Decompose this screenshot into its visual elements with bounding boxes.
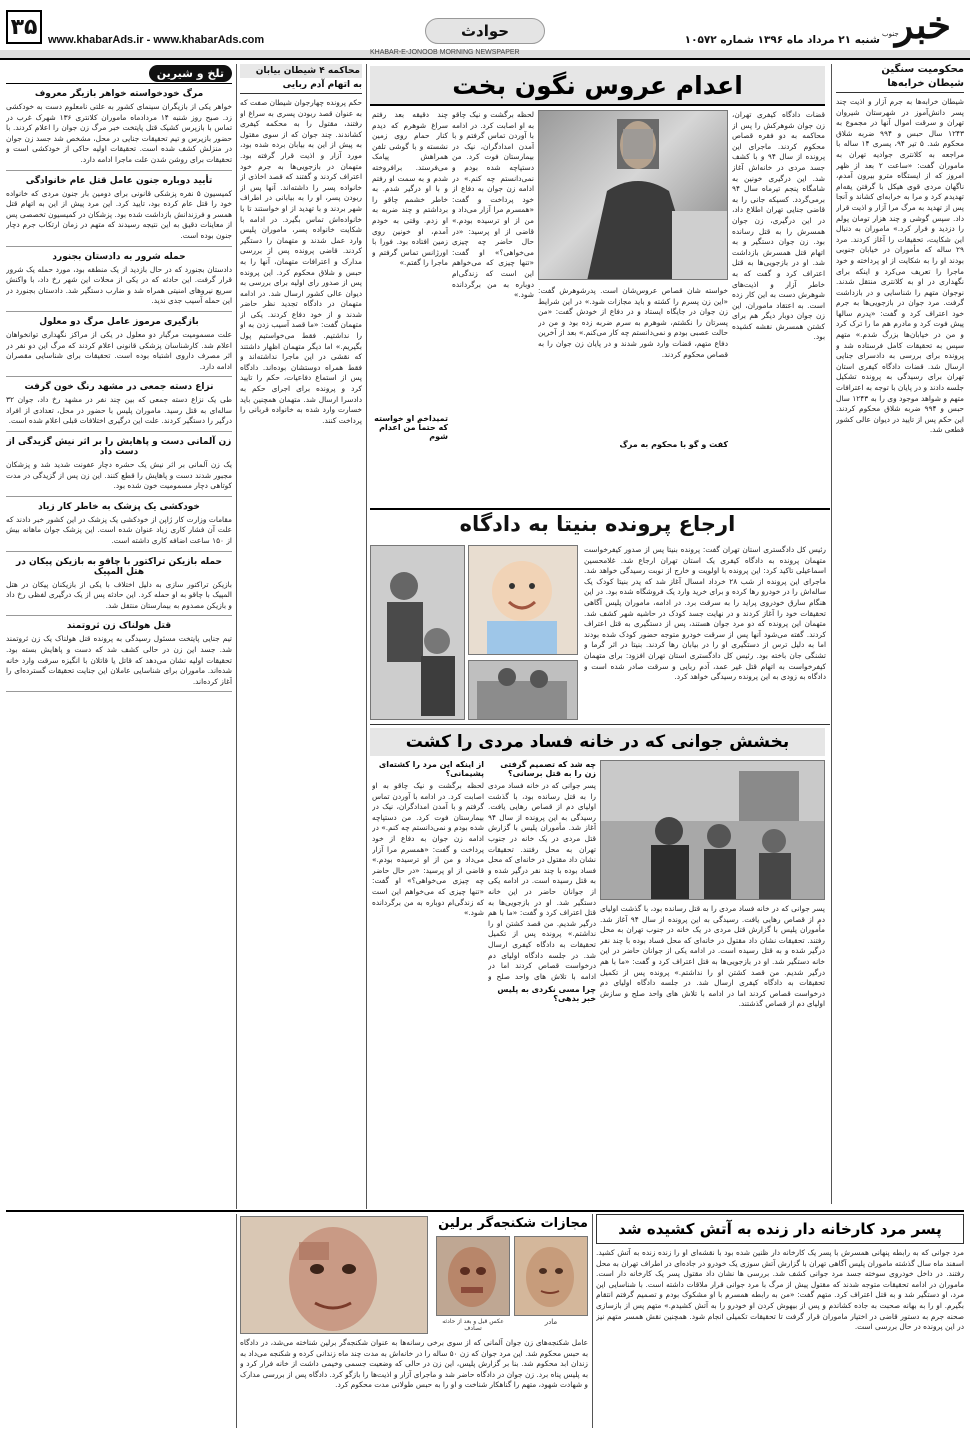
left-item-body: خواهر یکی از بازیگران سینمای کشور به علتی نامعلوم دست به خودکشی زد. صبح روز شنبه ۱۴ مردادماه ماموران کلانتری ۱۳۶ شهرک غرب در تماس با بازپرس کشیک قتل پایتخت خبر مرگ زن جوان را اعلام کردند. با حضور بازپرس و تیم تحقیقات جنایی در محل، مشخص شد جسد زن جوان در منزلش کشف شده است. تحقیقات اولیه حاکی از خودکشی است و تحقیقات برای روشن شدن علت ماجرا ادامه دارد. xyxy=(6,102,232,171)
forgiveness-subhead1: چه شد که تصمیم گرفتی زن را به قتل برسانی؟ xyxy=(500,760,596,778)
forgiveness-photo xyxy=(600,760,825,900)
column-rule xyxy=(236,64,237,1209)
burn-headline-box xyxy=(596,1214,964,1244)
main-story-col3 xyxy=(452,110,534,505)
logo-sub: جنوب xyxy=(882,30,899,38)
main-story-subhead2: تمیداخم او خواسته که حتماً من اعدام شوم xyxy=(374,414,448,441)
website[interactable]: www.khabarAds.ir - www.khabarAds.com xyxy=(48,34,265,46)
berlin-photo-3 xyxy=(240,1216,428,1334)
victim-face-image xyxy=(514,1237,587,1316)
baby-story-rule xyxy=(370,724,830,725)
column-rule xyxy=(236,1214,237,1428)
court-photo xyxy=(468,660,578,720)
section-title: حوادث xyxy=(460,22,510,40)
main-story-col1-text: قضات دادگاه کیفری تهران، زن جوان شوهرکش را پس از محاکمه به دو فقره قصاص محکوم کردند. ماجرای این پرونده از سال ۹۴ و با کشف جسد مردی در خانه‌اش آغاز شد. این درگیری خونین به شامگاه پنجم تیرماه سال ۹۴ برمی‌گردد. کسیکه جانی را به قاضی جنایی تهران اطلاع داد، در این درگیری، زن جوان همسرش را به قتل رسانده بود. زن جوان دستگیر و به اتهام قتل همسرش بازداشت شد. او در بازجویی‌ها به قتل اعتراف کرد و گفت که به خاطر آزار و اذیت‌های شوهرش دست به این کار زده است. به اعتقاد ماموران، این زن جوان دوبار دیگر هم برای کشتن همسرش نقشه کشیده بود. xyxy=(732,110,825,342)
forgiveness-subhead2: از اینکه این مرد را کشته‌ای پشیمانی؟ xyxy=(378,760,484,778)
court-image xyxy=(468,661,577,720)
main-story-col2-text: خواسته شان قصاص عروس‌شان است. پدرشوهرش گفت: «این زن پسرم را کشته و باید مجازات شود.» در این شرایط زن جوان در جایگاه ایستاد و در دفاع از خودش گفت: «من پسرتان را نکشتم، شوهرم به سرم ضربه زده بود و من در حالت عصبی بودم و نمی‌دانستم چه کار می‌کنم.» بعد از آخرین دفاع متهم، قضات وارد شور شدند و در پایان زن جوان را به قصاص محکوم کردند. xyxy=(538,286,728,359)
left-item-body: بازیکن تراکتور سازی به دلیل اختلاف با یکی از بازیکنان پیکان در هتل المپیک با چاقو به او حمله کرد. این حادثه پس از یک درگیری لفظی رخ داد و بازیکن مصدوم به بیمارستان منتقل شد. xyxy=(6,580,232,617)
left-item-headline: خودکشی یک پزشک به خاطر کار زیاد xyxy=(38,501,200,512)
left-item-headline: تأیید دوباره جنون عامل قتل عام خانوادگی xyxy=(25,175,213,186)
baby-story-text: رئیس کل دادگستری استان تهران گفت: پرونده بنیتا پس از صدور کیفرخواست متهمان پرونده به دادگاه کیفری یک استان تهران ارجاع شد. غلامحسین اسماعیلی تاکید کرد: این پرونده با اولویت و خارج از نوبت رسیدگی خواهد شد. ماجرای این پرونده از شب ۲۸ خرداد امسال آغاز شد که پدر بنیتا کودک یک ساله‌اش را در خودرو رها کرده و برای خرید وارد یک فروشگاه شده بود. در این هنگام سارق خودروی پراید را به سرقت برد. در ادامه، ماموران پلیس آگاهی تحقیقات خود را آغاز کردند و در نهایت جسد کودک در حاشیه شهر کشف شد. متهمان این پرونده که دو مرد جوان هستند، پس از دستگیری به قتل اعتراف کردند. گفته می‌شود آنها پس از سرقت خودرو متوجه حضور کودک شده بودند اما به دلیل ترس از دستگیری او را در بیابان رها کردند. بنیتا در اثر گرما و تشنگی جان باخته بود. رئیس کل دادگستری استان تهران افزود: برای متهمان کیفرخواست به اتهام قتل غیر عمد، آدم ربایی و سرقت صادر شده است و دادگاه به زودی به این پرونده رسیدگی خواهد کرد. xyxy=(584,545,826,682)
left-item-headline: حمله بازیکن تراکتور با چاقو به بازیکن پیکان در هتل المپیک xyxy=(16,556,222,577)
left-column xyxy=(6,64,232,1209)
baby-story-body xyxy=(584,545,826,720)
middle-body: حکم پرونده چهارجوان شیطان صفت که به عنوان قصد ربودن پسری به سراغ او رفتند، مقتول را به محکمه کیفری کشاندند. چند جوان که از سوی مقتول به پیش از این به بیابان برده شده بود، مورد آزار و اذیت قرار گرفته بود. متهمان در بازجویی‌ها به جرم خود اعتراف کردند و گفتند که قصد اخاذی از خانواده پسر را داشته‌اند. آنها پس از ربودن پسر، او را به بیابانی در اطراف شهر بردند و با تهدید از او خواستند تا با خانواده‌اش تماس بگیرد. در ادامه با شکایت خانواده پسر، ماموران پلیس وارد عمل شدند و متهمان را دستگیر کردند. قاضی پرونده پس از بررسی مدارک و اعترافات متهمان، آنها را به حبس و شلاق محکوم کرد. این پرونده پس از صدور رای اولیه برای بررسی به دیوان عالی کشور ارسال شد. در ادامه متهمان در دادگاه تجدید نظر حاضر شدند و از خود دفاع کردند. یکی از متهمان گفت: «ما قصد آسیب زدن به او را نداشتیم. فقط می‌خواستیم پول بگیریم.» اما دیگر متهمان اظهار داشتند که نقشی در این ماجرا نداشته‌اند و فقط همراه دوستشان بوده‌اند. دادگاه پس از استماع دفاعیات، حکم را تایید کرد و پرونده برای اجرای حکم به دادسرا ارسال شد. متهمان همچنین باید خسارت وارد شده به خانواده قربانی را پرداخت کنند. xyxy=(240,98,362,425)
page-number: ۳۵ xyxy=(10,14,38,40)
left-item-body: طی یک نزاع دسته جمعی که بین چند نفر در مشهد رخ داد، جوان ۳۲ ساله‌ای به قتل رسید. ماموران پلیس با حضور در محل، تعدادی از افراد درگیر را دستگیر کردند. علت این درگیری اختلافات قبلی اعلام شده است. xyxy=(6,395,232,432)
right-column xyxy=(836,64,964,1206)
forgiveness-text-2: پسر جوانی که در خانه فساد مردی را به قتل رسانده بود، با گذشت اولیای دم از قصاص رهایی یافت. رسیدگی به این پرونده از سال ۹۴ آغاز شد. مأموران پلیس با گزارش قتل مردی در یک خانه در جنوب تهران به محل رفتند. تحقیقات نشان داد مقتول در خانه‌ای که محل فساد بوده با چند نفر درگیر شده و به قتل رسیده است. در ادامه یکی از جوانان حاضر در این خانه دستگیر شد. او در بازجویی‌ها به قتل اعتراف کرد و گفت: «ما با هم درگیر شدیم. من قصد کشتن او را نداشتم.» پرونده پس از تکمیل تحقیقات به دادگاه کیفری ارسال شد. در جلسه دادگاه اولیای دم درخواست قصاص کردند اما در ادامه با تلاش های واحد صلح و xyxy=(488,781,596,981)
main-story-col2 xyxy=(538,286,728,505)
left-item-body: علت مسمومیت مرگبار دو معلول در یکی از مراکز نگهداری توانخواهان اعلام شد. کارشناسان پزشکی قانونی اعلام کردند که مرگ این دو نفر در اثر مصرف داروی اشتباه بوده است. تحقیقات برای شناسایی مقصران ادامه دارد. xyxy=(6,330,232,377)
woman-portrait-image xyxy=(538,111,727,280)
date-line: شنبه ۲۱ مرداد ماه ۱۳۹۶ شماره ۱۰۵۷۲ xyxy=(684,34,880,46)
main-story-rule xyxy=(370,508,830,510)
main-headline: اعدام عروس نگون بخت xyxy=(452,70,743,100)
section-title-box xyxy=(425,18,545,44)
right-body: شیطان خرابه‌ها به جرم آزار و اذیت چند پسر دانش‌آموز در شهرستان شیروان تهران و سرقت اموال آنها در مجموع به ۱۲۴۳ سال حبس و ۹۹۴ ضربه شلاق محکوم شد. ۵ تیر ۹۴، پسری ۱۴ ساله با مراجعه به کلانتری جوادیه تهران به ماموران گفت: «ساعت ۲ بعد از ظهر امروز که از ایستگاه مترو بیرون آمدم، ناگهان مردی قوی هیکل با گرفتن یقه‌ام تهدیدم کرد و مرا به خرابه‌ای کشاند و آنجا پس از تهدید به مرگ مرا آزار و اذیت قرار داد. سپس گوشی و چند هزار تومان پولم را دزدید و فرار کرد.» ماموران به دنبال این شکایت، تحقیقات را آغاز کردند. مرد ۲۹ ساله که مأموران در خیابان جنوبی بودند او را به شکایت از او پرداخته و خود ماجرا را تعریف می‌کرد و اینکه برای نگهداری در او به کلانتری منتقل شدند. نوجوان متهم را شناسایی و در بازداشت گرفت. مرد جوان در بازجویی‌ها به جرم خود اعتراف کرد و گفت: «پدرم سالها پیش فوت کرد و مادرم هم ما را ترک کرد و من در خیابان‌ها بزرگ شدم.» متهم سپس به تحقیقات کامل فرستاده شد و پرونده برای بررسی به دادسرای جنایی ارسال شد. قضات دادگاه کیفری استان تهران برای رسیدگی به پرونده تشکیل جلسه دادند و در پایان با توجه به اعترافات متهم و شواهد موجود وی را به ۱۲۴۳ سال حبس و ۹۹۴ ضربه شلاق محکوم کردند. این حکم پس از تایید در دیوان عالی کشور قطعی شد. xyxy=(836,97,964,435)
masthead xyxy=(0,0,970,58)
main-headline-box xyxy=(370,66,825,106)
left-item-headline: مرگ خودخواسته خواهر بازیگر معروف xyxy=(34,89,204,99)
suspects-photo xyxy=(370,545,465,720)
burned-face-image xyxy=(240,1217,427,1334)
forgiveness-headline: بخشش جوانی که در خانه فساد مردی را کشت xyxy=(405,732,790,752)
left-item-headline: نزاع دسته جمعی در مشهد رنگ خون گرفت xyxy=(24,382,214,393)
forgiveness-col3 xyxy=(372,760,484,1208)
english-bar xyxy=(0,50,970,58)
main-story-col4 xyxy=(372,110,448,505)
left-item-headline: زن آلمانی دست و پاهایش را بر اثر نیش گزیدگی از دست داد xyxy=(6,437,232,458)
left-column-items xyxy=(6,89,232,692)
berlin-caption-2: عکس قبل و بعد از حادثه تصادف xyxy=(442,1318,504,1332)
page-number-box xyxy=(6,10,42,44)
berlin-photo-1 xyxy=(514,1236,588,1316)
left-item-body: مقامات وزارت کار ژاپن از خودکشی یک پزشک در این کشور خبر دادند که علت آن فشار کاری زیاد عنوان شده است. این پزشک جوان ماهانه بیش از ۱۵۰ ساعت اضافه کاری داشته است. xyxy=(6,515,232,552)
left-item-body: یک زن آلمانی بر اثر نیش یک حشره دچار عفونت شدید شد و پزشکان مجبور شدند دست و پاهایش را قطع کنند. این زن پس از گزیدگی در مدت کوتاهی دچار مسمومیت خون شده بود. xyxy=(6,460,232,497)
middle-column xyxy=(240,64,362,1209)
middle-kicker: محاکمه ۴ شیطان بیابان xyxy=(240,64,362,78)
victim-after-image xyxy=(436,1237,509,1316)
berlin-headline: مجازات شکنجه‌گر برلین xyxy=(438,1216,588,1231)
masthead-rule xyxy=(0,58,970,60)
left-item-body: دادستان بجنورد که در حال بازدید از یک منطقه بود، مورد حمله یک شرور قرار گرفت. این حادثه که در یکی از محلات این شهر رخ داد، با واکنش سریع نیروهای امنیتی همراه شد و ضارب دستگیر شد. دادستان بجنورد در این حمله آسیب جدی ندید. xyxy=(6,265,232,312)
forgiveness-text: پسر جوانی که در خانه فساد مردی را به قتل رسانده بود، با گذشت اولیای دم از قصاص رهایی یافت. رسیدگی به این پرونده از سال ۹۴ آغاز شد. مأموران پلیس با گزارش قتل مردی در یک خانه در جنوب تهران به محل رفتند. تحقیقات نشان داد مقتول در خانه‌ای که محل فساد بوده با چند نفر درگیر شده و به قتل رسیده است. در ادامه یکی از جوانان حاضر در این خانه دستگیر شد. او در بازجویی‌ها به قتل اعتراف کرد و گفت: «ما با هم درگیر شدیم. من قصد کشتن او را نداشتم.» پرونده پس از تکمیل تحقیقات به دادگاه کیفری ارسال شد. در جلسه دادگاه اولیای دم درخواست قصاص کردند اما در ادامه با تلاش های واحد صلح و سازش اولیای دم از قصاص گذشتند. xyxy=(600,904,825,1009)
main-story-col1 xyxy=(732,110,825,505)
column-rule xyxy=(592,1214,593,1428)
burn-body: مرد جوانی که به رابطه پنهانی همسرش با پسر یک کارخانه دار ظنین شده بود با نقشه‌ای او را زنده زنده به آتش کشید. اسفند ماه سال گذشته ماموران پلیس آگاهی تهران با گزارش آتش سوزی یک خودرو در جاده‌ای در اطراف تهران به محل رفتند. در داخل خودروی سوخته جسد مرد جوانی کشف شد. بررسی ها نشان داد مقتول پسر یک کارخانه دار است. ماموران در ادامه تحقیقات متوجه شدند که مقتول پیش از مرگ با مرد جوانی قرار ملاقات داشته است. با شناسایی این مرد، او دستگیر شد و به قتل اعتراف کرد. متهم گفت: «من به رابطه همسرم با او مشکوک بودم و تصمیم گرفتم انتقام بگیرم. او را به بهانه صحبت به جاده کشاندم و پس از بیهوش کردن او خودرو را به آتش کشیدم.» متهم پس از بازسازی صحنه جرم به دستور قاضی در اختیار ماموران قرار گرفت تا تحقیقات تکمیلی انجام شود. همچنین نقش همسر متهم نیز در این پرونده در حال بررسی است. xyxy=(596,1248,964,1332)
column-rule xyxy=(831,64,832,1204)
suspects-image xyxy=(370,546,464,720)
left-item-body: کمیسیون ۵ نفره پزشکی قانونی برای دومین بار جنون مردی که خانواده خود را قتل عام کرده بود، تایید کرد. این مرد پیش از این به اتهام قتل همسر و فرزندانش بازداشت شده بود. پزشکان در کمیسیون تخصصی پس از معاینات دقیق به این نتیجه رسیدند که متهم در زمان ارتکاب جرم دچار جنون بوده است. xyxy=(6,189,232,247)
burn-story xyxy=(596,1214,964,1428)
logo-text: خبر xyxy=(895,2,951,47)
left-column-title: تلخ و شیرین xyxy=(149,65,232,82)
main-story-col3-text: لحظه برگشت و نیک چاقو به او اصابت کرد. در ادامه با آوردن تماس گرفتم و با آمدن امدادگران، نیک در بیمارستان فوت کرد. من دستپاچه شده بودم و نمی‌دانستم چه کنم.» در ادامه زن جوان به دفاع از خود پرداخت و گفت: «همسرم مرا آزار می‌داد و من از او ترسیده بودم.» قاضی از او پرسید: «در حال حاضر چه چیزی می‌خواهی؟» او گفت: «تنها چیزی که می‌خواهم این است که زندگی‌ام دوباره به من برگردانده شود.» xyxy=(452,110,534,300)
left-item-headline: حمله شرور به دادستان بجنورد xyxy=(52,251,186,262)
baby-headline: ارجاع پرونده بنیتا به دادگاه xyxy=(459,512,736,536)
forgiveness-headline-box xyxy=(370,728,825,756)
main-story-col4-text: چند دقیقه بعد رفتم سراغ شوهرم که دیدم کنار حمام روی زمین نشسته و با گوشی تلفن همراهش پیامک می‌فرستد. برافروخته شدم و به سمت او رفتم و با او درگیر شدم. به خاطر خشمم چاقو را برداشتم و چند ضربه به او زدم. وقتی به خودم آمدم، او خونین روی زمین افتاده بود. فورا با اورژانس تماس گرفتم و ماجرا را گفتم.» xyxy=(372,110,448,268)
baby-image xyxy=(468,546,577,655)
column-rule xyxy=(366,64,367,1209)
forgiveness-col2 xyxy=(488,760,596,1208)
forgiveness-subhead3: چرا مسی نکردی به پلیس خبر بدهی؟ xyxy=(497,985,596,1003)
logo xyxy=(880,0,966,52)
left-item-headline: بازگیری مرموز عامل مرگ دو معلول xyxy=(39,316,199,327)
berlin-caption-1: مادر xyxy=(544,1318,558,1326)
courtroom-image xyxy=(600,761,824,900)
bottom-rule xyxy=(6,1210,964,1212)
right-title: شیطان خرابه‌ها xyxy=(836,78,964,93)
baby-photo xyxy=(468,545,578,655)
right-kicker: محکومیت سنگین xyxy=(881,64,964,75)
forgiveness-col1 xyxy=(600,904,825,1208)
berlin-body: عامل شکنجه‌های زن جوان آلمانی که از سوی برخی رسانه‌ها به عنوان شکنجه‌گر برلین شناخته می‌شد، در دادگاه به حبس محکوم شد. این مرد جوان که زن ۵۰ ساله را در خانه‌اش به مدت چند ماه زندانی کرده و شکنجه می‌داد به زندان ابد محکوم شد. بنا بر گزارش پلیس، این زن در حالی که وضعیت جسمی وخیمی داشت از خانه فرار کرد و به پلیس پناه برد. زن جوان در دادگاه حاضر شد و ماجرای آزار و اذیت‌ها را بازگو کرد. دادگاه پس از بررسی مدارک و شهادت شهود، متهم را گناهکار شناخت و او را به حبس طولانی مدت محکوم کرد. xyxy=(240,1338,588,1390)
english-name: KHABAR-E-JONOOB MORNING NEWSPAPER xyxy=(370,49,520,56)
left-column-title-box xyxy=(6,64,232,84)
berlin-story xyxy=(240,1214,588,1428)
main-story-photo xyxy=(538,110,728,280)
left-item-headline: قتل هولناک زن ثروتمند xyxy=(66,621,172,632)
berlin-photo-2 xyxy=(436,1236,510,1316)
middle-title: به اتهام آدم ربایی xyxy=(240,80,362,94)
left-item-body: تیم جنایی پایتخت مسئول رسیدگی به پرونده قتل هولناک یک زن ثروتمند شد. جسد این زن در حالی کشف شد که دست و پاهایش بسته بود. تحقیقات اولیه نشان می‌دهد که قاتل یا قاتلان با انگیزه سرقت وارد خانه شده‌اند. ماموران برای شناسایی عاملان این جنایت تحقیقات گسترده‌ای را آغاز کرده‌اند. xyxy=(6,634,232,692)
forgiveness-text-3: لحظه برگشت و نیک چاقو به او اصابت کرد. در ادامه با آوردن تماس گرفتم و با آمدن امدادگران، نیک در بیمارستان فوت کرد. من دستپاچه شده بودم و نمی‌دانستم چه کنم.» در ادامه زن جوان به دفاع از خود پرداخت و گفت: «همسرم مرا آزار می‌داد و من از او ترسیده بودم.» قاضی از او پرسید: «در حال حاضر چه چیزی می‌خواهی؟» او گفت: «تنها چیزی که می‌خواهم این است که زندگی‌ام دوباره به من برگردانده شود.» xyxy=(372,781,484,918)
burn-headline: پسر مرد کارخانه دار زنده به آتش کشیده شد xyxy=(618,1220,942,1238)
main-story-subhead1: کفت و گو با محکوم به مرگ xyxy=(619,440,728,449)
